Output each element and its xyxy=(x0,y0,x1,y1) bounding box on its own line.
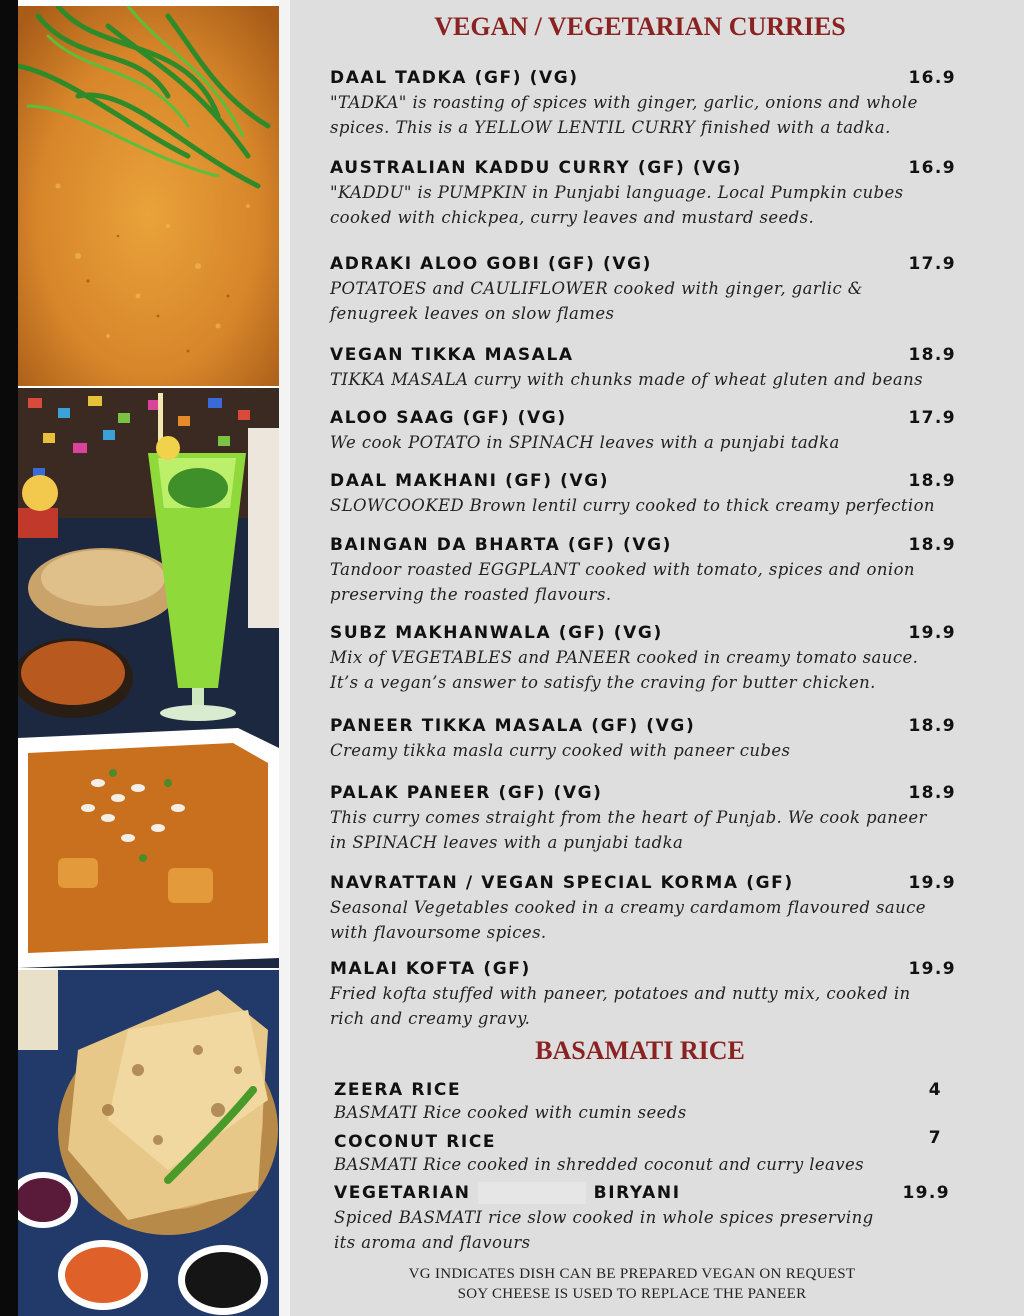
menu-item-kaddu-curry xyxy=(330,156,960,230)
item-name: ALOO SAAG (GF) (VG) xyxy=(330,408,567,428)
item-description: We cook POTATO in SPINACH leaves with a punjabi tadka xyxy=(330,433,840,452)
item-price: 17.9 xyxy=(908,254,956,274)
item-name: BAINGAN DA BHARTA (GF) (VG) xyxy=(330,535,673,555)
menu-item-daal-makhani xyxy=(330,469,960,518)
item-price: 19.9 xyxy=(908,873,956,893)
menu-item-zeera-rice xyxy=(334,1078,954,1124)
item-description: Creamy tikka masla curry cooked with paneer cubes xyxy=(330,741,791,760)
item-name: PALAK PANEER (GF) (VG) xyxy=(330,783,603,803)
footnote-vegan: VG INDICATES DISH CAN BE PREPARED VEGAN ON REQUEST xyxy=(408,1266,856,1282)
item-name: SUBZ MAKHANWALA (GF) (VG) xyxy=(330,623,663,643)
left-border xyxy=(0,0,18,1316)
menu-item-baingan-bharta xyxy=(330,533,960,607)
item-price: 19.9 xyxy=(902,1183,950,1203)
item-name: VEGETARIAN BIRYANI xyxy=(334,1183,681,1203)
item-price: 4 xyxy=(928,1080,942,1100)
dal-photo xyxy=(18,6,279,386)
item-description: SLOWCOOKED Brown lentil curry cooked to thick creamy perfection xyxy=(330,496,935,515)
item-name: PANEER TIKKA MASALA (GF) (VG) xyxy=(330,716,696,736)
item-price: 7 xyxy=(928,1128,942,1148)
item-description: This curry comes straight from the heart of Punjab. We cook paneer in SPINACH leaves with a punjabi tadka xyxy=(330,808,927,852)
item-name: VEGAN TIKKA MASALA xyxy=(330,345,574,365)
item-description: TIKKA MASALA curry with chunks made of wheat gluten and beans xyxy=(330,370,923,389)
menu-item-vegan-tikka-masala xyxy=(330,343,960,392)
item-description: Seasonal Vegetables cooked in a creamy cardamom flavoured sauce with flavoursome spices. xyxy=(330,898,926,942)
menu-item-subz-makhanwala xyxy=(330,621,960,695)
menu-item-paneer-tikka-masala xyxy=(330,714,960,763)
item-price: 18.9 xyxy=(908,535,956,555)
item-description: POTATOES and CAULIFLOWER cooked with ginger, garlic & fenugreek leaves on slow flames xyxy=(330,279,863,323)
menu-item-coconut-rice xyxy=(334,1130,954,1176)
item-price: 17.9 xyxy=(908,408,956,428)
naan-photo xyxy=(18,970,279,1316)
item-name: NAVRATTAN / VEGAN SPECIAL KORMA (GF) xyxy=(330,873,794,893)
item-description: Spiced BASMATI rice slow cooked in whole spices preserving its aroma and flavours xyxy=(334,1208,874,1252)
item-name: ADRAKI ALOO GOBI (GF) (VG) xyxy=(330,254,653,274)
menu-item-malai-kofta xyxy=(330,957,960,1031)
item-price: 18.9 xyxy=(908,471,956,491)
item-price: 18.9 xyxy=(908,783,956,803)
item-description: BASMATI Rice cooked with cumin seeds xyxy=(334,1103,687,1122)
item-price: 16.9 xyxy=(908,158,956,178)
redaction-block xyxy=(478,1182,586,1204)
item-name: COCONUT RICE xyxy=(334,1132,497,1152)
menu-item-palak-paneer xyxy=(330,781,960,855)
menu-item-daal-tadka xyxy=(330,66,960,140)
footnote-soy-cheese: SOY CHEESE IS USED TO REPLACE THE PANEER xyxy=(457,1286,807,1302)
item-description: Tandoor roasted EGGPLANT cooked with tomato, spices and onion preserving the roasted flavours. xyxy=(330,560,915,604)
item-price: 19.9 xyxy=(908,623,956,643)
item-name: ZEERA RICE xyxy=(334,1080,462,1100)
menu-item-vegetarian-biryani xyxy=(334,1181,954,1255)
item-name: DAAL TADKA (GF) (VG) xyxy=(330,68,579,88)
photo-panel-gap xyxy=(279,0,290,1316)
curry-drink-photo xyxy=(18,388,279,968)
menu-panel xyxy=(290,0,1024,1316)
item-name: DAAL MAKHANI (GF) (VG) xyxy=(330,471,610,491)
item-description: Mix of VEGETABLES and PANEER cooked in creamy tomato sauce. It’s a vegan’s answer to satisfy the craving for butter chicken. xyxy=(330,648,919,692)
item-name: AUSTRALIAN KADDU CURRY (GF) (VG) xyxy=(330,158,742,178)
item-description: BASMATI Rice cooked in shredded coconut and curry leaves xyxy=(334,1155,865,1174)
menu-item-navrattan-korma xyxy=(330,871,960,945)
menu-item-aloo-saag xyxy=(330,406,960,455)
item-description: Fried kofta stuffed with paneer, potatoes and nutty mix, cooked in rich and creamy gravy. xyxy=(330,984,911,1028)
item-name: MALAI KOFTA (GF) xyxy=(330,959,531,979)
menu-item-aloo-gobi xyxy=(330,252,960,326)
rice-section-title: BASAMATI RICE xyxy=(535,1036,745,1065)
curries-section-title: VEGAN / VEGETARIAN CURRIES xyxy=(434,12,846,41)
item-price: 18.9 xyxy=(908,716,956,736)
item-description: "KADDU" is PUMPKIN in Punjabi language. Local Pumpkin cubes cooked with chickpea, curry leaves and mustard seeds. xyxy=(330,183,904,227)
item-price: 18.9 xyxy=(908,345,956,365)
item-description: "TADKA" is roasting of spices with ginger, garlic, onions and whole spices. This is a YELLOW LENTIL CURRY finished with a tadka. xyxy=(330,93,918,137)
item-price: 19.9 xyxy=(908,959,956,979)
item-price: 16.9 xyxy=(908,68,956,88)
